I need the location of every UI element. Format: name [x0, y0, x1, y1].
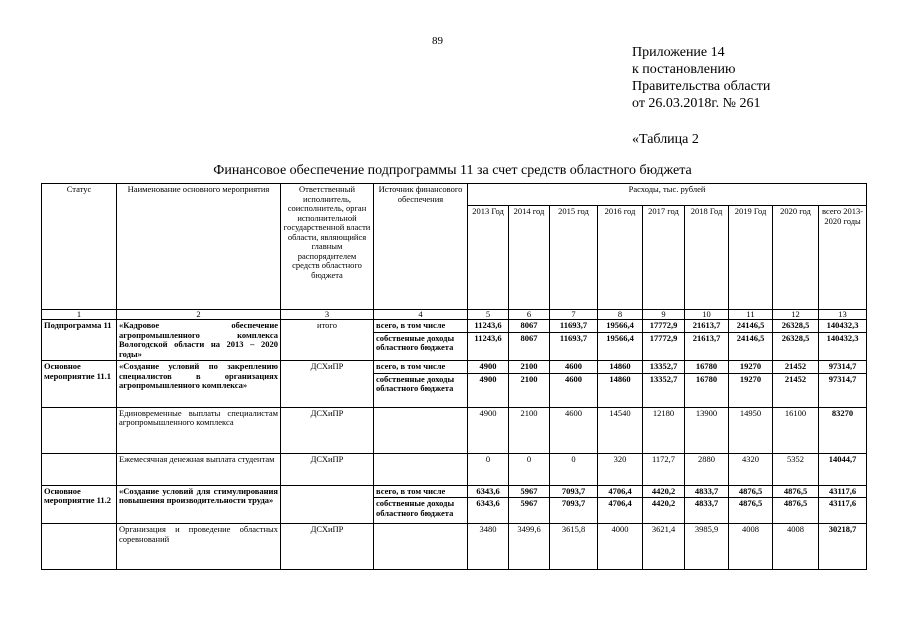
header-expenses: Расходы, тыс. рублей	[468, 184, 867, 206]
value-cell: 1172,7	[643, 453, 685, 485]
row-name: Организация и проведение областных соревнований	[117, 524, 281, 570]
appendix-line-3: Правительства области	[632, 79, 771, 94]
value-cell: 4600	[550, 407, 598, 453]
value-cell: 11693,7	[550, 320, 598, 333]
value-cell: 320	[598, 453, 643, 485]
value-cell: 16780	[685, 361, 729, 374]
column-number: 1	[42, 310, 117, 320]
column-number: 12	[773, 310, 819, 320]
table-title: Финансовое обеспечение подпрограммы 11 за счет средств областного бюджета	[213, 163, 692, 178]
value-cell: 3615,8	[550, 524, 598, 570]
value-cell: 43117,6	[819, 498, 867, 524]
row-name: «Создание условий по закреплению специалистов в организациях агропромышленного комплекса»	[117, 361, 281, 408]
column-number: 9	[643, 310, 685, 320]
row-name: Ежемесячная денежная выплата студентам	[117, 453, 281, 485]
value-cell: 13352,7	[643, 373, 685, 407]
value-cell: 6343,6	[468, 498, 509, 524]
header-year: 2017 год	[643, 206, 685, 310]
row-source	[374, 453, 468, 485]
value-cell: 3985,9	[685, 524, 729, 570]
row-source: собственные доходы областного бюджета	[374, 373, 468, 407]
value-cell: 4876,5	[729, 485, 773, 498]
column-number: 3	[281, 310, 374, 320]
appendix-line-1: Приложение 14	[632, 45, 725, 60]
value-cell: 5967	[509, 498, 550, 524]
value-cell: 30218,7	[819, 524, 867, 570]
value-cell: 21613,7	[685, 320, 729, 333]
table-row	[42, 407, 867, 453]
row-source	[374, 524, 468, 570]
header-name: Наименование основного мероприятия	[117, 184, 281, 310]
row-executor: ДСХиПР	[281, 361, 374, 408]
value-cell: 24146,5	[729, 332, 773, 360]
appendix-line-2: к постановлению	[632, 62, 736, 77]
value-cell: 4420,2	[643, 498, 685, 524]
value-cell: 4008	[729, 524, 773, 570]
value-cell: 16100	[773, 407, 819, 453]
value-cell: 24146,5	[729, 320, 773, 333]
column-number: 2	[117, 310, 281, 320]
value-cell: 97314,7	[819, 373, 867, 407]
row-source: всего, в том числе	[374, 485, 468, 498]
value-cell: 4600	[550, 361, 598, 374]
value-cell: 140432,3	[819, 332, 867, 360]
value-cell: 13352,7	[643, 361, 685, 374]
table-row	[42, 485, 867, 498]
row-executor: ДСХиПР	[281, 524, 374, 570]
appendix-line-4: от 26.03.2018г. № 261	[632, 96, 761, 111]
finance-table	[41, 183, 867, 570]
value-cell: 4900	[468, 373, 509, 407]
column-number: 4	[374, 310, 468, 320]
header-year: 2016 год	[598, 206, 643, 310]
value-cell: 4706,4	[598, 485, 643, 498]
value-cell: 4420,2	[643, 485, 685, 498]
value-cell: 4833,7	[685, 485, 729, 498]
row-status: Основное мероприятие 11.2	[42, 485, 117, 524]
value-cell: 3499,6	[509, 524, 550, 570]
column-number: 13	[819, 310, 867, 320]
column-number: 7	[550, 310, 598, 320]
value-cell: 140432,3	[819, 320, 867, 333]
column-number: 5	[468, 310, 509, 320]
row-source	[374, 407, 468, 453]
header-year: 2018 Год	[685, 206, 729, 310]
value-cell: 0	[468, 453, 509, 485]
value-cell: 19566,4	[598, 332, 643, 360]
value-cell: 17772,9	[643, 332, 685, 360]
value-cell: 4008	[773, 524, 819, 570]
value-cell: 4900	[468, 407, 509, 453]
row-executor	[281, 485, 374, 524]
row-status: Основное мероприятие 11.1	[42, 361, 117, 408]
value-cell: 21452	[773, 373, 819, 407]
value-cell: 5352	[773, 453, 819, 485]
value-cell: 2100	[509, 373, 550, 407]
row-status: Подпрограмма 11	[42, 320, 117, 361]
value-cell: 4000	[598, 524, 643, 570]
value-cell: 8067	[509, 332, 550, 360]
value-cell: 2100	[509, 407, 550, 453]
header-source: Источник финансового обеспечения	[374, 184, 468, 310]
value-cell: 4900	[468, 361, 509, 374]
column-number: 8	[598, 310, 643, 320]
value-cell: 97314,7	[819, 361, 867, 374]
value-cell: 7093,7	[550, 498, 598, 524]
value-cell: 21452	[773, 361, 819, 374]
page-number: 89	[432, 35, 443, 47]
value-cell: 14044,7	[819, 453, 867, 485]
value-cell: 5967	[509, 485, 550, 498]
table-row	[42, 361, 867, 374]
table-reference: «Таблица 2	[632, 132, 699, 147]
row-status	[42, 524, 117, 570]
row-executor: ДСХиПР	[281, 453, 374, 485]
value-cell: 17772,9	[643, 320, 685, 333]
value-cell: 14540	[598, 407, 643, 453]
header-year: 2014 год	[509, 206, 550, 310]
row-source: всего, в том числе	[374, 320, 468, 333]
value-cell: 6343,6	[468, 485, 509, 498]
value-cell: 4320	[729, 453, 773, 485]
value-cell: 11243,6	[468, 320, 509, 333]
value-cell: 19566,4	[598, 320, 643, 333]
header-year: всего 2013-2020 годы	[819, 206, 867, 310]
header-year: 2019 Год	[729, 206, 773, 310]
header-executor: Ответственный исполнитель, соисполнитель, орган исполнительной государственной власти области, являющийся главным распорядителем средств областного бюджета	[281, 184, 374, 310]
row-name: «Создание условий для стимулирования повышения производительности труда»	[117, 485, 281, 524]
column-number: 10	[685, 310, 729, 320]
table-row	[42, 453, 867, 485]
value-cell: 2880	[685, 453, 729, 485]
value-cell: 13900	[685, 407, 729, 453]
value-cell: 43117,6	[819, 485, 867, 498]
row-executor: итого	[281, 320, 374, 361]
row-status	[42, 407, 117, 453]
value-cell: 12180	[643, 407, 685, 453]
value-cell: 0	[509, 453, 550, 485]
header-year: 2020 год	[773, 206, 819, 310]
appendix-block	[632, 44, 770, 112]
row-source: всего, в том числе	[374, 361, 468, 374]
value-cell: 3621,4	[643, 524, 685, 570]
value-cell: 4876,5	[773, 498, 819, 524]
value-cell: 4876,5	[729, 498, 773, 524]
value-cell: 14950	[729, 407, 773, 453]
row-name: «Кадровое обеспечение агропромышленного комплекса Вологодской области на 2013 – 2020 годы»	[117, 320, 281, 361]
value-cell: 7093,7	[550, 485, 598, 498]
column-number: 11	[729, 310, 773, 320]
value-cell: 14860	[598, 361, 643, 374]
value-cell: 0	[550, 453, 598, 485]
header-year: 2015 год	[550, 206, 598, 310]
value-cell: 19270	[729, 361, 773, 374]
row-status	[42, 453, 117, 485]
value-cell: 4706,4	[598, 498, 643, 524]
value-cell: 14860	[598, 373, 643, 407]
row-source: собственные доходы областного бюджета	[374, 332, 468, 360]
value-cell: 19270	[729, 373, 773, 407]
value-cell: 26328,5	[773, 320, 819, 333]
value-cell: 11243,6	[468, 332, 509, 360]
row-name: Единовременные выплаты специалистам агропромышленного комплекса	[117, 407, 281, 453]
header-year: 2013 Год	[468, 206, 509, 310]
table-row	[42, 320, 867, 333]
value-cell: 3480	[468, 524, 509, 570]
value-cell: 16780	[685, 373, 729, 407]
value-cell: 4833,7	[685, 498, 729, 524]
value-cell: 4876,5	[773, 485, 819, 498]
value-cell: 21613,7	[685, 332, 729, 360]
value-cell: 2100	[509, 361, 550, 374]
header-status: Статус	[42, 184, 117, 310]
value-cell: 4600	[550, 373, 598, 407]
value-cell: 11693,7	[550, 332, 598, 360]
row-executor: ДСХиПР	[281, 407, 374, 453]
value-cell: 26328,5	[773, 332, 819, 360]
table-row	[42, 524, 867, 570]
value-cell: 83270	[819, 407, 867, 453]
value-cell: 8067	[509, 320, 550, 333]
row-source: собственные доходы областного бюджета	[374, 498, 468, 524]
column-number: 6	[509, 310, 550, 320]
